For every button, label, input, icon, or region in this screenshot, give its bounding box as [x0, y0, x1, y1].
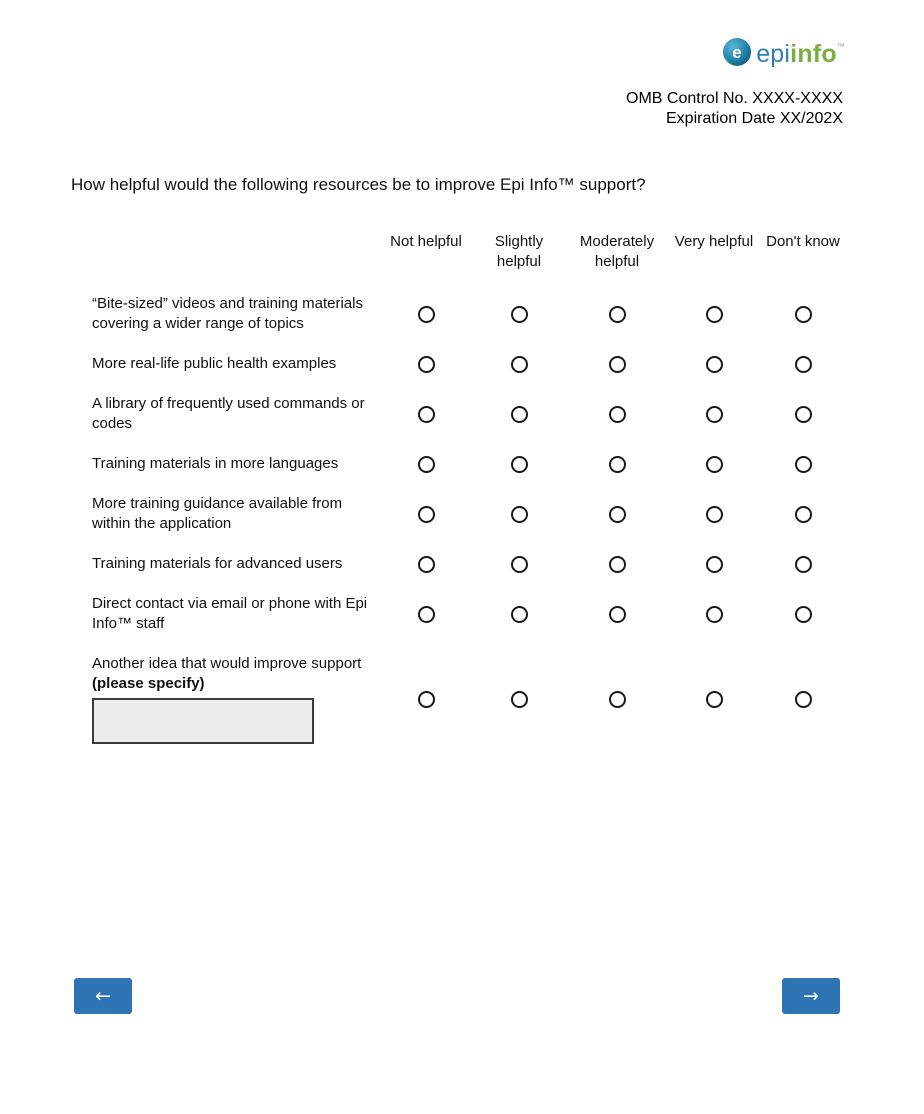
matrix-row-other-idea	[92, 654, 846, 744]
radio-option[interactable]	[511, 606, 528, 623]
radio-option[interactable]	[418, 406, 435, 423]
row-label-text: Another idea that would improve support	[92, 655, 362, 672]
radio-option[interactable]	[795, 606, 812, 623]
radio-option[interactable]	[418, 691, 435, 708]
radio-option[interactable]	[418, 356, 435, 373]
logo-text	[756, 40, 845, 69]
radio-option[interactable]	[706, 691, 723, 708]
radio-option[interactable]	[795, 406, 812, 423]
radio-option[interactable]	[511, 306, 528, 323]
radio-option[interactable]	[609, 306, 626, 323]
logo-epi-text: epi	[756, 40, 791, 68]
radio-option[interactable]	[706, 306, 723, 323]
row-label: A library of frequently used commands or codes	[92, 395, 365, 432]
radio-option[interactable]	[706, 606, 723, 623]
radio-option[interactable]	[795, 506, 812, 523]
radio-option[interactable]	[609, 506, 626, 523]
radio-option[interactable]	[795, 556, 812, 573]
radio-option[interactable]	[706, 406, 723, 423]
radio-option[interactable]	[609, 356, 626, 373]
expiration-date-text: Expiration Date XX/202X	[666, 110, 843, 127]
radio-option[interactable]	[418, 606, 435, 623]
radio-option[interactable]	[418, 556, 435, 573]
radio-option[interactable]	[795, 691, 812, 708]
column-header-slightly-helpful: Slightly helpful	[494, 233, 544, 270]
radio-option[interactable]	[609, 406, 626, 423]
radio-option[interactable]	[418, 306, 435, 323]
radio-option[interactable]	[795, 306, 812, 323]
matrix-header-row	[92, 232, 846, 272]
radio-option[interactable]	[609, 456, 626, 473]
logo-info-text: info	[790, 40, 837, 68]
row-label: Training materials in more languages	[92, 455, 339, 472]
svg-text:e: e	[732, 43, 742, 62]
matrix-row-library	[92, 394, 846, 434]
row-label: Training materials for advanced users	[92, 555, 343, 572]
epi-info-globe-icon	[722, 37, 752, 72]
radio-option[interactable]	[511, 506, 528, 523]
matrix-row-examples	[92, 354, 846, 374]
logo-trademark: ™	[836, 42, 845, 51]
radio-option[interactable]	[511, 356, 528, 373]
row-label-bold-text: (please specify)	[92, 675, 205, 692]
radio-option[interactable]	[418, 506, 435, 523]
matrix-row-advanced	[92, 554, 846, 574]
radio-option[interactable]	[511, 456, 528, 473]
radio-option[interactable]	[609, 556, 626, 573]
row-label: “Bite-sized” videos and training materials covering a wider range of topics	[92, 295, 363, 332]
column-header-very-helpful: Very helpful	[674, 233, 754, 250]
epi-info-logo	[722, 37, 845, 72]
next-button[interactable]: →	[782, 978, 840, 1014]
radio-option[interactable]	[706, 456, 723, 473]
radio-option[interactable]	[706, 506, 723, 523]
matrix-row-guidance	[92, 494, 846, 534]
radio-option[interactable]	[609, 691, 626, 708]
column-header-not-helpful: Not helpful	[390, 233, 462, 250]
matrix-row-contact	[92, 594, 846, 634]
matrix-row-videos	[92, 294, 846, 334]
omb-block	[626, 89, 843, 129]
row-label	[92, 654, 380, 744]
radio-option[interactable]	[795, 356, 812, 373]
column-header-moderately-helpful: Moderately helpful	[579, 233, 655, 270]
radio-option[interactable]	[795, 456, 812, 473]
question-title: How helpful would the following resources be to improve Epi Info™ support?	[71, 175, 646, 194]
radio-option[interactable]	[706, 556, 723, 573]
radio-option[interactable]	[511, 406, 528, 423]
row-label: More training guidance available from within the application	[92, 495, 343, 532]
radio-option[interactable]	[609, 606, 626, 623]
omb-control-text: OMB Control No. XXXX-XXXX	[626, 90, 843, 107]
row-label: Direct contact via email or phone with Epi Info™ staff	[92, 595, 368, 632]
back-button[interactable]: ←	[74, 978, 132, 1014]
row-label: More real-life public health examples	[92, 355, 337, 372]
radio-option[interactable]	[511, 691, 528, 708]
other-specify-input[interactable]	[92, 698, 314, 744]
matrix-row-languages	[92, 454, 846, 474]
radio-option[interactable]	[418, 456, 435, 473]
matrix-table	[92, 232, 846, 764]
column-header-dont-know: Don't know	[766, 233, 840, 250]
radio-option[interactable]	[706, 356, 723, 373]
radio-option[interactable]	[511, 556, 528, 573]
